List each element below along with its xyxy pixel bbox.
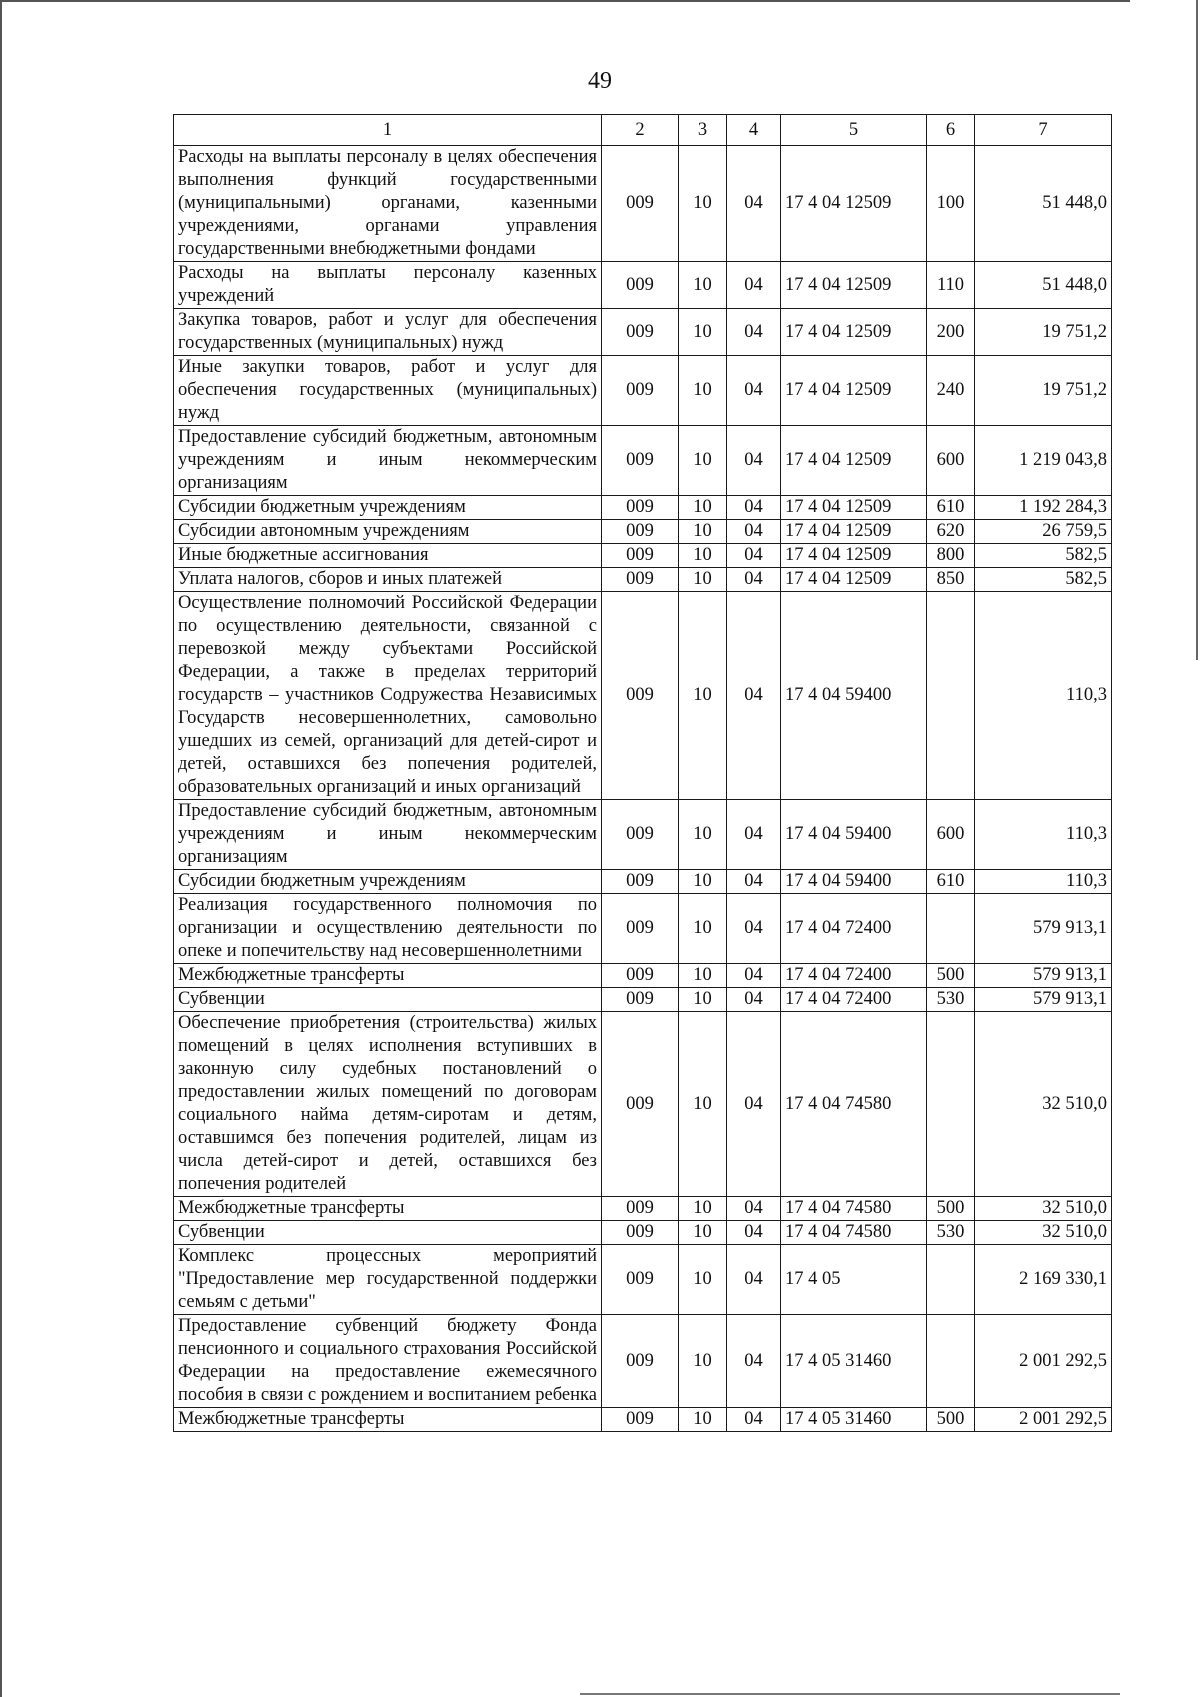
ministry-code-cell: 009	[602, 426, 679, 496]
amount-cell: 2 001 292,5	[975, 1315, 1112, 1408]
ministry-code-cell: 009	[602, 894, 679, 964]
amount-cell: 1 219 043,8	[975, 426, 1112, 496]
table-row	[174, 520, 1112, 544]
section-code-cell: 10	[679, 592, 727, 800]
row-name-cell: Предоставление субсидий бюджетным, автономным учреждениям и иным некоммерческим организациям	[174, 800, 602, 870]
subsection-code-cell: 04	[727, 1221, 781, 1245]
subsection-code-cell: 04	[727, 1245, 781, 1315]
table-row	[174, 1408, 1112, 1432]
amount-cell: 32 510,0	[975, 1197, 1112, 1221]
expense-type-cell: 530	[927, 1221, 975, 1245]
table-row	[174, 1221, 1112, 1245]
subsection-code-cell: 04	[727, 988, 781, 1012]
header-cell: 3	[679, 115, 727, 146]
row-name-cell: Комплекс процессных мероприятий "Предоставление мер государственной поддержки семьям с детьми"	[174, 1245, 602, 1315]
subsection-code-cell: 04	[727, 426, 781, 496]
row-name-cell: Иные бюджетные ассигнования	[174, 544, 602, 568]
section-code-cell: 10	[679, 1221, 727, 1245]
expense-type-cell	[927, 1315, 975, 1408]
subsection-code-cell: 04	[727, 568, 781, 592]
row-name-cell: Уплата налогов, сборов и иных платежей	[174, 568, 602, 592]
table-row	[174, 544, 1112, 568]
row-name-cell: Субсидии бюджетным учреждениям	[174, 496, 602, 520]
ministry-code-cell: 009	[602, 800, 679, 870]
header-cell: 4	[727, 115, 781, 146]
ministry-code-cell: 009	[602, 1315, 679, 1408]
ministry-code-cell: 009	[602, 568, 679, 592]
header-row	[174, 115, 1112, 146]
table-row	[174, 964, 1112, 988]
section-code-cell: 10	[679, 1315, 727, 1408]
header-cell: 2	[602, 115, 679, 146]
amount-cell: 110,3	[975, 870, 1112, 894]
ministry-code-cell: 009	[602, 988, 679, 1012]
amount-cell: 579 913,1	[975, 894, 1112, 964]
table-row	[174, 988, 1112, 1012]
row-name-cell: Осуществление полномочий Российской Федерации по осуществлению деятельности, связанной с перевозкой между субъектами Российской Федерации, а также в пределах территорий государств – участников Содружества Независимых Государств несовершеннолетних, самовольно ушедших из семей, организаций для детей-сирот и детей, оставшихся без попечения родителей, образовательных организаций и иных организаций	[174, 592, 602, 800]
expense-type-cell: 100	[927, 146, 975, 262]
section-code-cell: 10	[679, 568, 727, 592]
row-name-cell: Субсидии автономным учреждениям	[174, 520, 602, 544]
subsection-code-cell: 04	[727, 800, 781, 870]
ministry-code-cell: 009	[602, 1012, 679, 1197]
row-name-cell: Субвенции	[174, 1221, 602, 1245]
amount-cell: 579 913,1	[975, 964, 1112, 988]
target-article-cell: 17 4 05	[781, 1245, 927, 1315]
section-code-cell: 10	[679, 1197, 727, 1221]
ministry-code-cell: 009	[602, 1221, 679, 1245]
table-row	[174, 426, 1112, 496]
subsection-code-cell: 04	[727, 262, 781, 309]
expense-type-cell: 240	[927, 356, 975, 426]
row-name-cell: Межбюджетные трансферты	[174, 964, 602, 988]
subsection-code-cell: 04	[727, 1408, 781, 1432]
table-row	[174, 146, 1112, 262]
expense-type-cell	[927, 592, 975, 800]
section-code-cell: 10	[679, 426, 727, 496]
expense-type-cell: 800	[927, 544, 975, 568]
subsection-code-cell: 04	[727, 1012, 781, 1197]
target-article-cell: 17 4 04 12509	[781, 568, 927, 592]
ministry-code-cell: 009	[602, 1245, 679, 1315]
expense-type-cell: 610	[927, 870, 975, 894]
amount-cell: 19 751,2	[975, 356, 1112, 426]
ministry-code-cell: 009	[602, 592, 679, 800]
section-code-cell: 10	[679, 496, 727, 520]
row-name-cell: Межбюджетные трансферты	[174, 1197, 602, 1221]
amount-cell: 582,5	[975, 544, 1112, 568]
section-code-cell: 10	[679, 870, 727, 894]
target-article-cell: 17 4 04 59400	[781, 592, 927, 800]
row-name-cell: Закупка товаров, работ и услуг для обеспечения государственных (муниципальных) нужд	[174, 309, 602, 356]
expense-type-cell: 500	[927, 964, 975, 988]
section-code-cell: 10	[679, 544, 727, 568]
expense-type-cell	[927, 1245, 975, 1315]
expense-type-cell: 600	[927, 426, 975, 496]
row-name-cell: Субвенции	[174, 988, 602, 1012]
row-name-cell: Иные закупки товаров, работ и услуг для обеспечения государственных (муниципальных) нужд	[174, 356, 602, 426]
section-code-cell: 10	[679, 988, 727, 1012]
ministry-code-cell: 009	[602, 309, 679, 356]
table-row	[174, 496, 1112, 520]
section-code-cell: 10	[679, 800, 727, 870]
target-article-cell: 17 4 04 72400	[781, 988, 927, 1012]
subsection-code-cell: 04	[727, 592, 781, 800]
amount-cell: 2 169 330,1	[975, 1245, 1112, 1315]
target-article-cell: 17 4 04 72400	[781, 894, 927, 964]
expense-type-cell: 600	[927, 800, 975, 870]
expense-type-cell: 500	[927, 1197, 975, 1221]
row-name-cell: Расходы на выплаты персоналу в целях обеспечения выполнения функций государственными (муниципальными) органами, казенными учреждениями, органами управления государственными внебюджетными фондами	[174, 146, 602, 262]
subsection-code-cell: 04	[727, 146, 781, 262]
section-code-cell: 10	[679, 894, 727, 964]
expense-type-cell: 530	[927, 988, 975, 1012]
amount-cell: 110,3	[975, 592, 1112, 800]
amount-cell: 26 759,5	[975, 520, 1112, 544]
target-article-cell: 17 4 04 59400	[781, 800, 927, 870]
expense-type-cell: 620	[927, 520, 975, 544]
target-article-cell: 17 4 04 12509	[781, 520, 927, 544]
amount-cell: 110,3	[975, 800, 1112, 870]
section-code-cell: 10	[679, 1245, 727, 1315]
ministry-code-cell: 009	[602, 870, 679, 894]
page-number: 49	[588, 68, 612, 94]
ministry-code-cell: 009	[602, 496, 679, 520]
table-row	[174, 894, 1112, 964]
table-row	[174, 1012, 1112, 1197]
expense-type-cell: 500	[927, 1408, 975, 1432]
target-article-cell: 17 4 04 74580	[781, 1221, 927, 1245]
row-name-cell: Реализация государственного полномочия по организации и осуществлению деятельности по опеке и попечительству над несовершеннолетними	[174, 894, 602, 964]
target-article-cell: 17 4 04 72400	[781, 964, 927, 988]
target-article-cell: 17 4 04 12509	[781, 496, 927, 520]
expense-type-cell	[927, 894, 975, 964]
section-code-cell: 10	[679, 1408, 727, 1432]
amount-cell: 2 001 292,5	[975, 1408, 1112, 1432]
ministry-code-cell: 009	[602, 356, 679, 426]
section-code-cell: 10	[679, 309, 727, 356]
target-article-cell: 17 4 04 12509	[781, 544, 927, 568]
subsection-code-cell: 04	[727, 964, 781, 988]
table-row	[174, 309, 1112, 356]
table-row	[174, 800, 1112, 870]
table-row	[174, 1315, 1112, 1408]
target-article-cell: 17 4 04 12509	[781, 356, 927, 426]
subsection-code-cell: 04	[727, 356, 781, 426]
subsection-code-cell: 04	[727, 1197, 781, 1221]
amount-cell: 51 448,0	[975, 262, 1112, 309]
amount-cell: 19 751,2	[975, 309, 1112, 356]
target-article-cell: 17 4 04 74580	[781, 1197, 927, 1221]
target-article-cell: 17 4 05 31460	[781, 1408, 927, 1432]
expense-type-cell: 850	[927, 568, 975, 592]
amount-cell: 1 192 284,3	[975, 496, 1112, 520]
row-name-cell: Расходы на выплаты персоналу казенных учреждений	[174, 262, 602, 309]
target-article-cell: 17 4 04 74580	[781, 1012, 927, 1197]
amount-cell: 582,5	[975, 568, 1112, 592]
target-article-cell: 17 4 04 12509	[781, 309, 927, 356]
target-article-cell: 17 4 04 12509	[781, 426, 927, 496]
header-cell: 6	[927, 115, 975, 146]
section-code-cell: 10	[679, 146, 727, 262]
row-name-cell: Предоставление субвенций бюджету Фонда пенсионного и социального страхования Российской Федерации на предоставление ежемесячного пособия в связи с рождением и воспитанием ребенка	[174, 1315, 602, 1408]
target-article-cell: 17 4 04 59400	[781, 870, 927, 894]
section-code-cell: 10	[679, 964, 727, 988]
header-cell: 1	[174, 115, 602, 146]
expense-type-cell	[927, 1012, 975, 1197]
table-row	[174, 262, 1112, 309]
subsection-code-cell: 04	[727, 870, 781, 894]
scan-frame-left	[0, 0, 2, 1697]
ministry-code-cell: 009	[602, 1197, 679, 1221]
table-row	[174, 870, 1112, 894]
subsection-code-cell: 04	[727, 544, 781, 568]
expense-type-cell: 110	[927, 262, 975, 309]
expense-type-cell: 610	[927, 496, 975, 520]
scan-frame-top	[0, 0, 1130, 2]
table-row	[174, 1197, 1112, 1221]
amount-cell: 32 510,0	[975, 1221, 1112, 1245]
ministry-code-cell: 009	[602, 964, 679, 988]
scan-frame-right	[1196, 0, 1198, 660]
ministry-code-cell: 009	[602, 146, 679, 262]
table-row	[174, 592, 1112, 800]
subsection-code-cell: 04	[727, 309, 781, 356]
section-code-cell: 10	[679, 262, 727, 309]
ministry-code-cell: 009	[602, 262, 679, 309]
section-code-cell: 10	[679, 356, 727, 426]
amount-cell: 51 448,0	[975, 146, 1112, 262]
target-article-cell: 17 4 04 12509	[781, 146, 927, 262]
scan-frame-bottom	[580, 1693, 1120, 1695]
section-code-cell: 10	[679, 1012, 727, 1197]
table-row	[174, 1245, 1112, 1315]
table-header	[174, 115, 1112, 146]
row-name-cell: Обеспечение приобретения (строительства) жилых помещений в целях исполнения вступивших в законную силу судебных постановлений о предоставлении жилых помещений по договорам социального найма детям-сиротам и детям, оставшимся без попечения родителей, лицам из числа детей-сирот и детей, оставшихся без попечения родителей	[174, 1012, 602, 1197]
subsection-code-cell: 04	[727, 1315, 781, 1408]
amount-cell: 32 510,0	[975, 1012, 1112, 1197]
header-cell: 5	[781, 115, 927, 146]
subsection-code-cell: 04	[727, 520, 781, 544]
table-body	[174, 146, 1112, 1432]
ministry-code-cell: 009	[602, 520, 679, 544]
target-article-cell: 17 4 04 12509	[781, 262, 927, 309]
ministry-code-cell: 009	[602, 544, 679, 568]
ministry-code-cell: 009	[602, 1408, 679, 1432]
table-row	[174, 568, 1112, 592]
amount-cell: 579 913,1	[975, 988, 1112, 1012]
row-name-cell: Предоставление субсидий бюджетным, автономным учреждениям и иным некоммерческим организациям	[174, 426, 602, 496]
section-code-cell: 10	[679, 520, 727, 544]
row-name-cell: Межбюджетные трансферты	[174, 1408, 602, 1432]
budget-table	[173, 114, 1112, 1432]
expense-type-cell: 200	[927, 309, 975, 356]
row-name-cell: Субсидии бюджетным учреждениям	[174, 870, 602, 894]
subsection-code-cell: 04	[727, 496, 781, 520]
target-article-cell: 17 4 05 31460	[781, 1315, 927, 1408]
header-cell: 7	[975, 115, 1112, 146]
subsection-code-cell: 04	[727, 894, 781, 964]
table-row	[174, 356, 1112, 426]
